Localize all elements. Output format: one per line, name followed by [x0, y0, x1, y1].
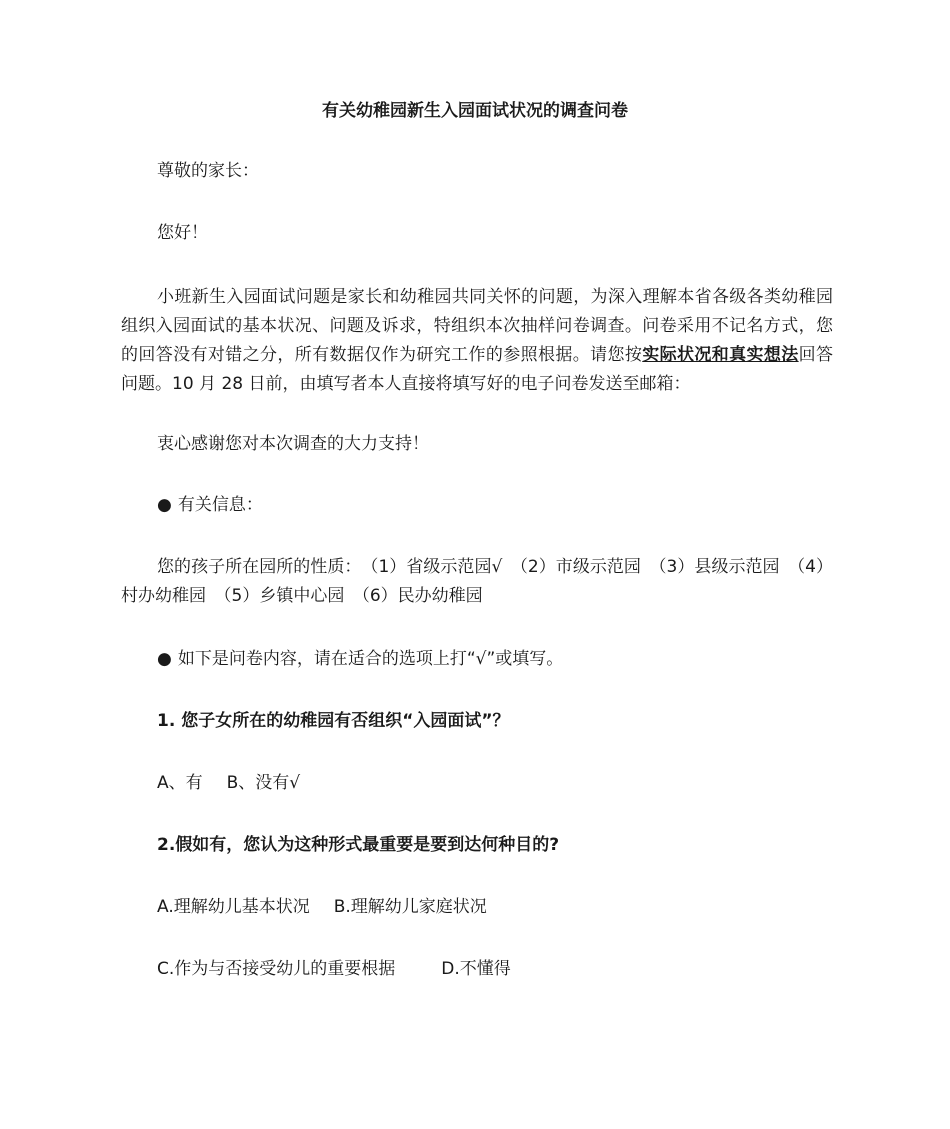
bullet-icon: ●	[157, 649, 172, 669]
content-heading	[157, 644, 563, 674]
question-2-options-row1	[157, 892, 487, 922]
intro-text-1: 小班新生入园面试问题是家长和幼稚园共同关怀的问题，为深入理解本省各级各类幼稚园组织入园面试的基本状况、问题及诉求，特组织本次抽样问卷调查。问卷采用不记名方式，您的回答没有对错之分，所有数据仅作为研究工作的参照根据。请您按	[121, 287, 833, 365]
greeting: 您好！	[157, 223, 208, 243]
kindergarten-nature-question: 您的孩子所在园所的性质： （1）省级示范园√ （2）市级示范园 （3）县级示范园 （4）村办幼稚园 （5）乡镇中心园 （6）民办幼稚园	[121, 557, 833, 606]
q2-option-c[interactable]: C.作为与否接受幼儿的重要根据	[157, 959, 396, 979]
intro-emphasis: 实际状况和真实想法	[642, 345, 799, 365]
info-heading-text: 有关信息：	[177, 495, 263, 515]
intro-paragraph	[121, 283, 833, 399]
salutation: 尊敬的家长：	[157, 161, 259, 181]
thanks-line: 衷心感谢您对本次调查的大力支持！	[157, 434, 429, 454]
info-heading	[157, 490, 263, 520]
q1-option-b[interactable]: B、没有√	[226, 773, 301, 793]
bullet-icon: ●	[157, 495, 172, 515]
intro-text-2: 回答问题。10 月 28 日前，由填写者本人直接将填写好的电子问卷发送至邮箱：	[121, 345, 833, 394]
question-1-options	[157, 768, 300, 798]
question-1: 1. 您子女所在的幼稚园有否组织“入园面试”？	[157, 711, 510, 731]
question-2: 2.假如有，您认为这种形式最重要是要到达何种目的?	[157, 835, 560, 855]
document-title: 有关幼稚园新生入园面试状况的调查问卷	[322, 101, 628, 121]
content-heading-text: 如下是问卷内容，请在适合的选项上打“√”或填写。	[177, 649, 564, 669]
q1-option-a[interactable]: A、有	[157, 773, 203, 793]
q2-option-b[interactable]: B.理解幼儿家庭状况	[333, 897, 487, 917]
q2-option-d[interactable]: D.不懂得	[441, 959, 511, 979]
q2-option-a[interactable]: A.理解幼儿基本状况	[157, 897, 310, 917]
question-2-options-row2	[157, 954, 511, 984]
